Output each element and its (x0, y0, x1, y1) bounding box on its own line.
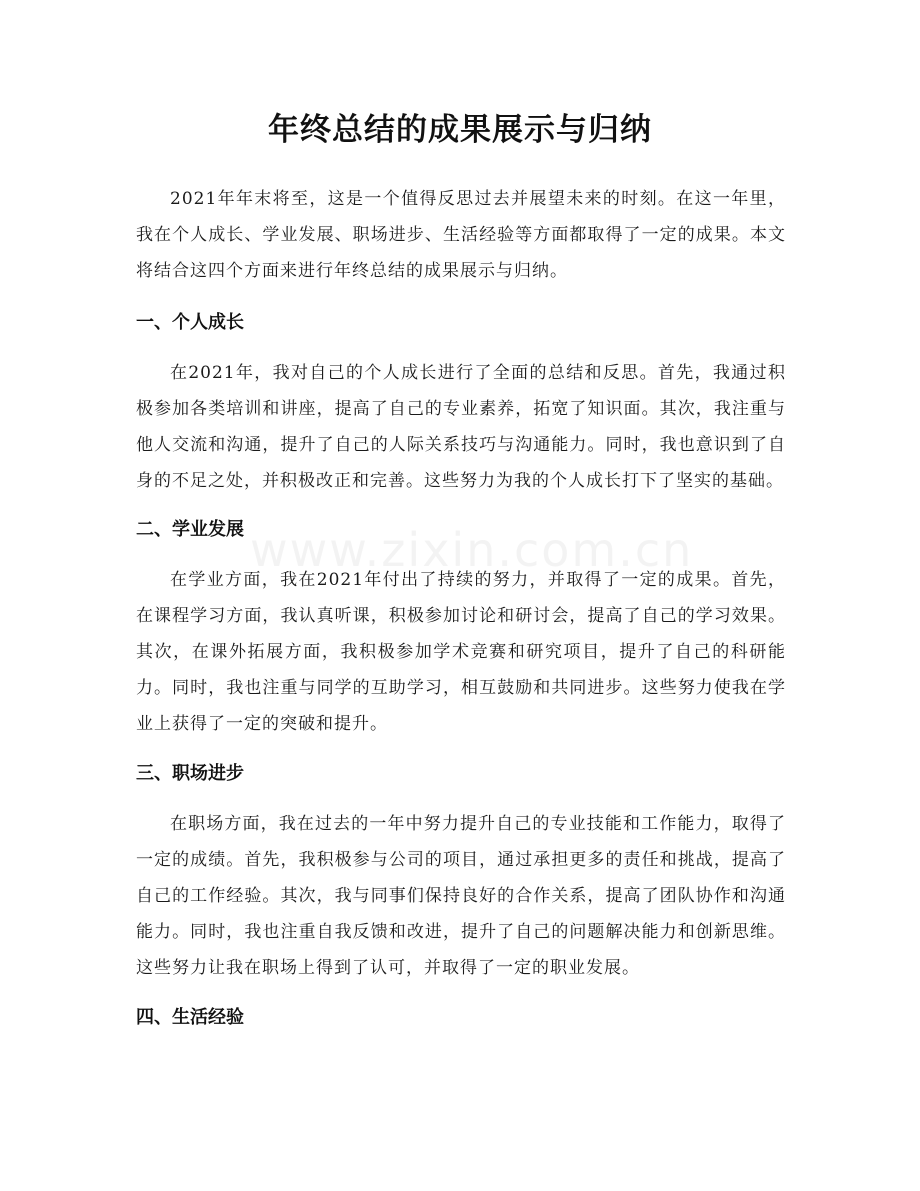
section-body-academic: 在学业方面，我在2021年付出了持续的努力，并取得了一定的成果。首先，在课程学习方面，我认真听课，积极参加讨论和研讨会，提高了自己的学习效果。其次，在课外拓展方面，我积极参加学术竞赛和研究项目，提升了自己的科研能力。同时，我也注重与同学的互助学习，相互鼓励和共同进步。这些努力使我在学业上获得了一定的突破和提升。 (136, 570, 786, 734)
section-heading-academic: 二、学业发展 (136, 519, 244, 540)
section-heading-life-experience: 四、生活经验 (136, 1007, 244, 1028)
section-heading-personal-growth: 一、个人成长 (136, 312, 244, 333)
section-body-career: 在职场方面，我在过去的一年中努力提升自己的专业技能和工作能力，取得了一定的成绩。首先，我积极参与公司的项目，通过承担更多的责任和挑战，提高了自己的工作经验。其次，我与同事们保持良好的合作关系，提高了团队协作和沟通能力。同时，我也注重自我反馈和改进，提升了自己的问题解决能力和创新思维。这些努力让我在职场上得到了认可，并取得了一定的职业发展。 (136, 814, 786, 978)
intro-paragraph: 2021年年末将至，这是一个值得反思过去并展望未来的时刻。在这一年里，我在个人成长、学业发展、职场进步、生活经验等方面都取得了一定的成果。本文将结合这四个方面来进行年终总结的成果展示与归纳。 (136, 189, 786, 281)
watermark: www.zixin.com.cn (250, 523, 694, 577)
section-body-personal-growth: 在2021年，我对自己的个人成长进行了全面的总结和反思。首先，我通过积极参加各类培训和讲座，提高了自己的专业素养，拓宽了知识面。其次，我注重与他人交流和沟通，提升了自己的人际关系技巧与沟通能力。同时，我也意识到了自身的不足之处，并积极改正和完善。这些努力为我的个人成长打下了坚实的基础。 (136, 363, 786, 491)
section-heading-career: 三、职场进步 (136, 763, 244, 784)
document-title: 年终总结的成果展示与归纳 (268, 112, 652, 148)
